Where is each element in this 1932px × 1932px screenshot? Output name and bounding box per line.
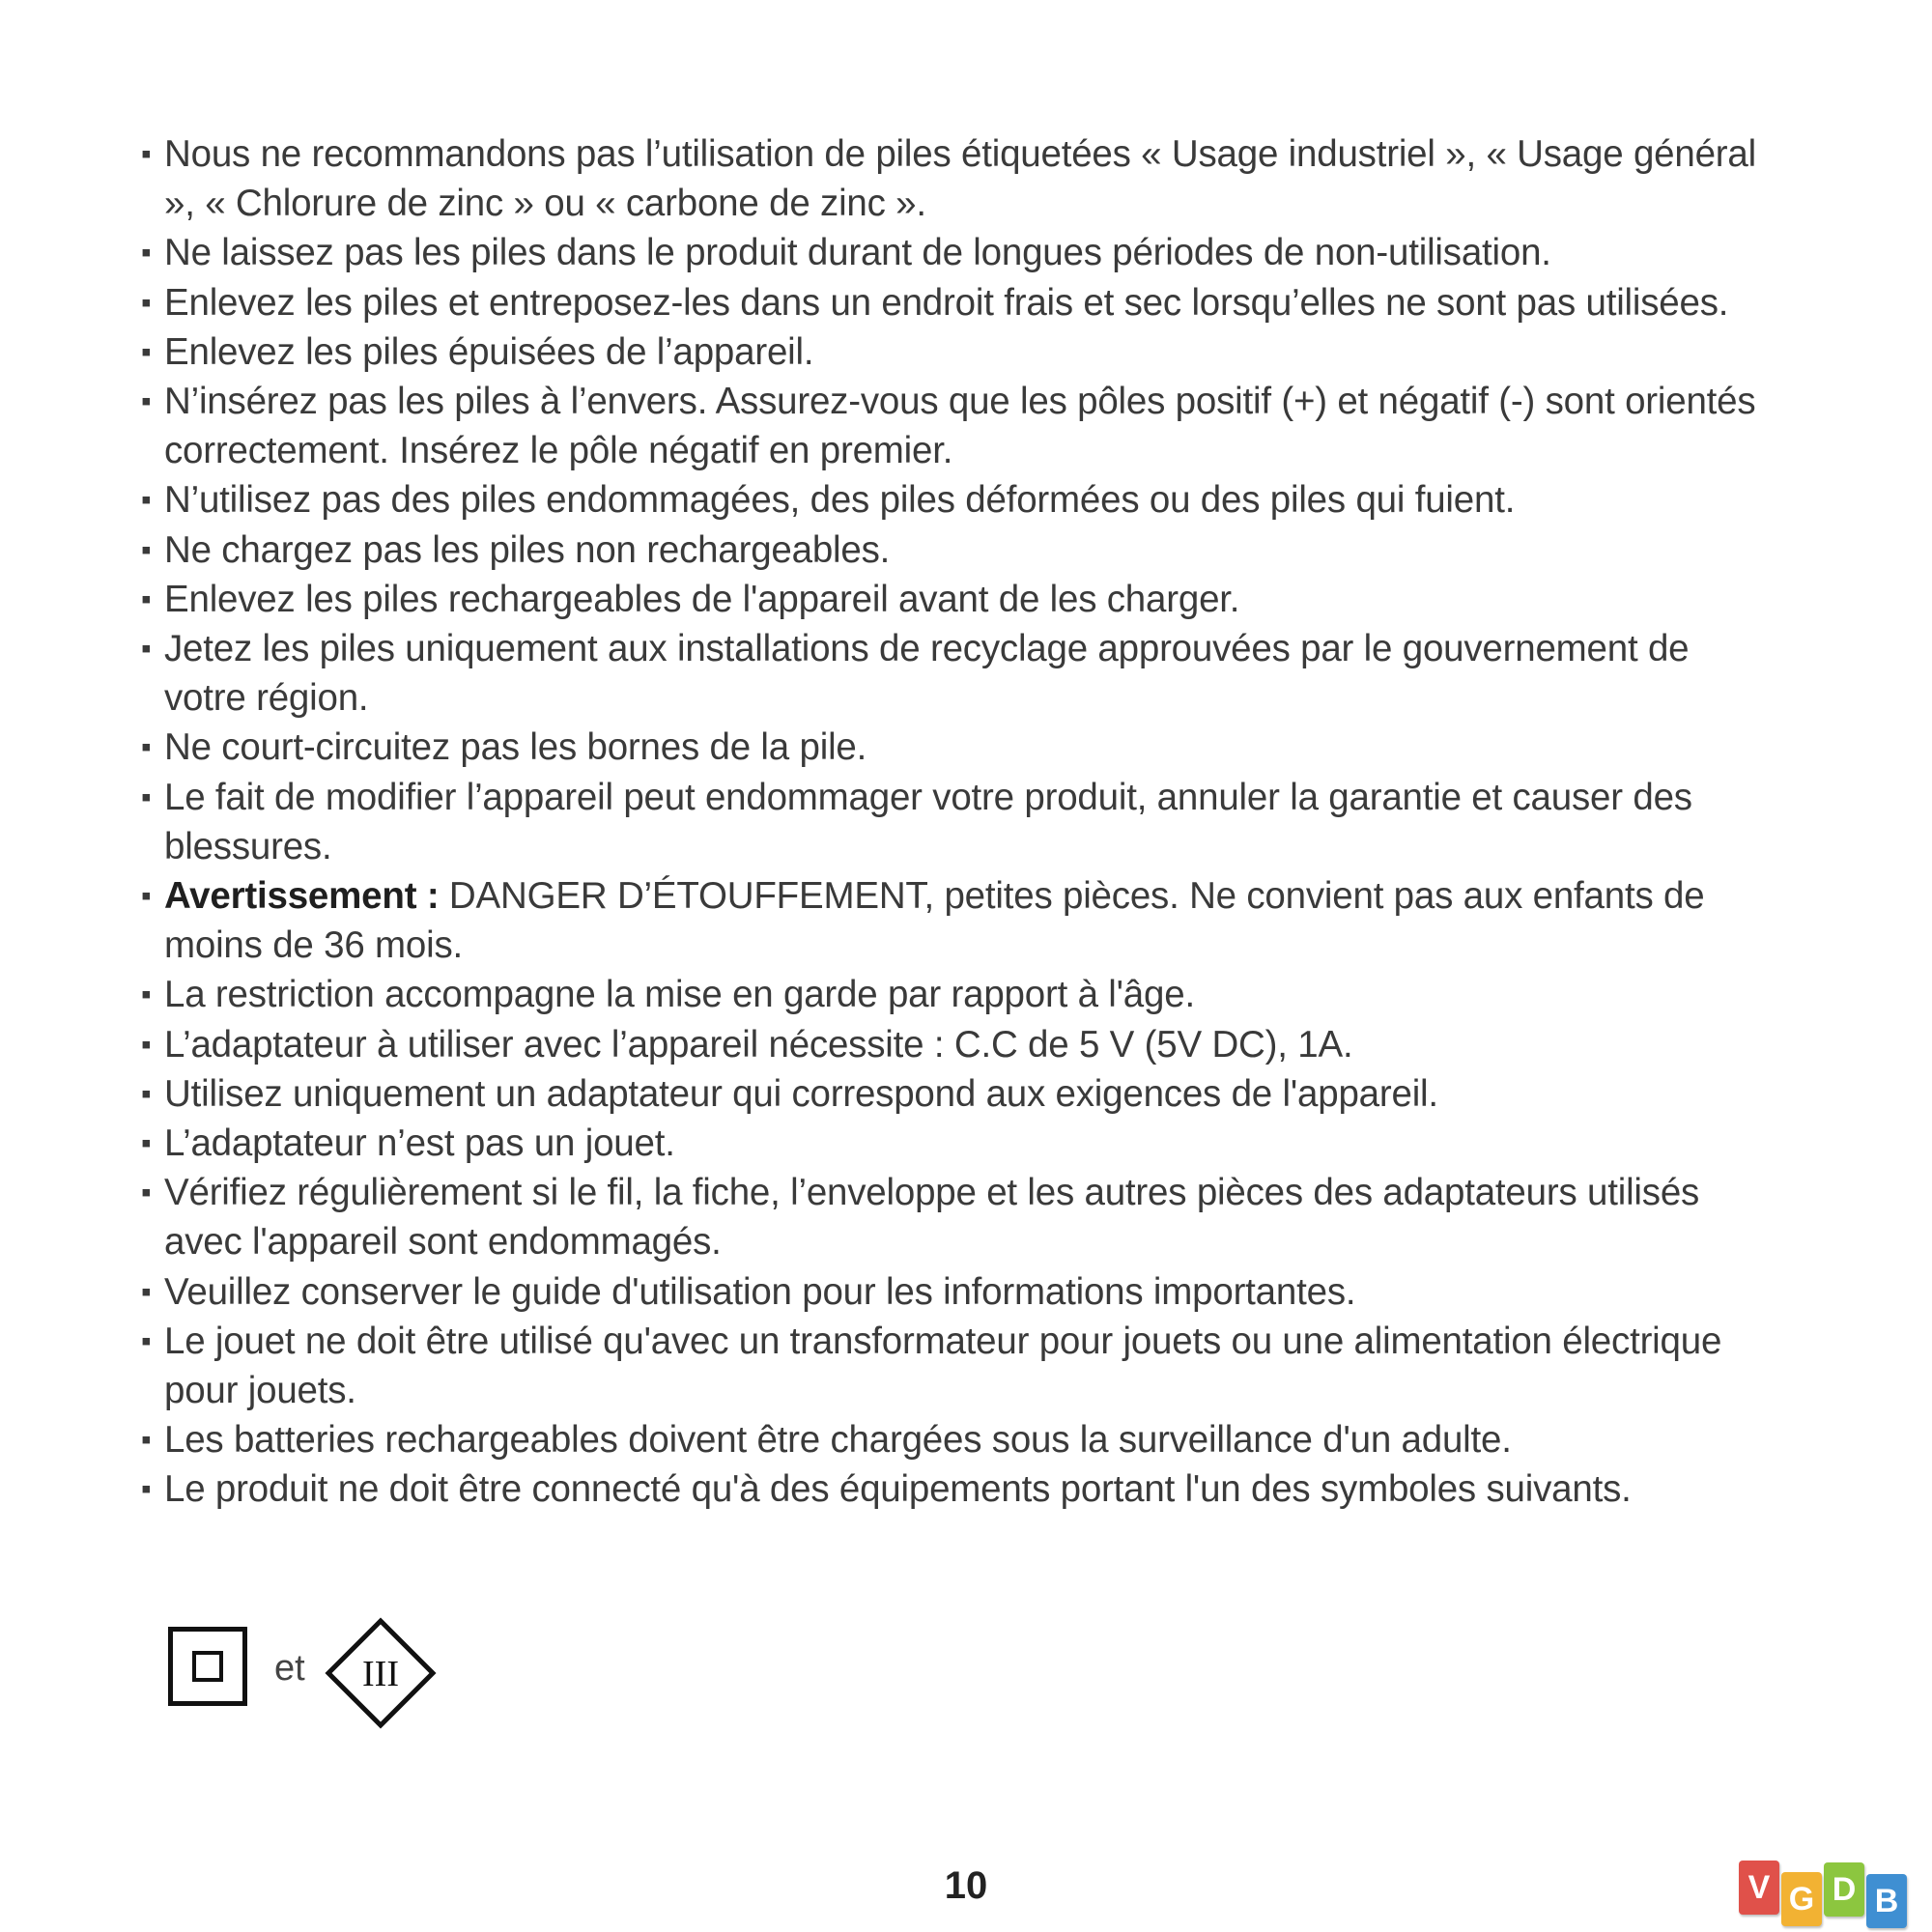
list-item: [141, 624, 1764, 723]
list-item: [141, 723, 1764, 772]
list-item: [141, 327, 1764, 377]
list-item: [141, 1317, 1764, 1415]
page-number: 10: [944, 1864, 988, 1907]
bullet-icon: ▪: [141, 286, 152, 319]
bullet-icon: ▪: [141, 1324, 152, 1357]
bullet-icon: ▪: [141, 533, 152, 566]
bullet-icon: ▪: [141, 633, 152, 666]
list-item: [141, 1168, 1764, 1266]
list-item: [141, 575, 1764, 624]
list-item-text: Les batteries rechargeables doivent être chargées sous la surveillance d'un adulte.: [164, 1419, 1512, 1462]
bullet-icon: ▪: [141, 781, 152, 813]
list-item-text: L’adaptateur n’est pas un jouet.: [164, 1122, 675, 1165]
bullet-icon: ▪: [141, 138, 152, 170]
list-item: [141, 129, 1764, 228]
list-item: [141, 871, 1764, 970]
list-item: [141, 475, 1764, 525]
list-item-text: Le produit ne doit être connecté qu'à des équipements portant l'un des symboles suivants.: [164, 1468, 1632, 1511]
logo-letter-tile: B: [1866, 1874, 1907, 1928]
list-item-text: Nous ne recommandons pas l’utilisation de piles étiquetées « Usage industriel », « Usage général », « Chlorure de zinc » ou « carbone de zinc ».: [164, 133, 1756, 225]
list-item-text: Jetez les piles uniquement aux installations de recyclage approuvées par le gouvernement de votre région.: [164, 628, 1690, 720]
warning-label: Avertissement :: [164, 875, 440, 918]
safety-symbols: [168, 1623, 458, 1719]
list-item-text: Veuillez conserver le guide d'utilisation pour les informations importantes.: [164, 1270, 1356, 1313]
list-item: [141, 773, 1764, 871]
logo-letter-tile: D: [1824, 1862, 1864, 1917]
vgdb-logo: [1739, 1855, 1932, 1928]
list-item: [141, 1020, 1764, 1069]
list-item-text: N’utilisez pas des piles endommagées, des piles déformées ou des piles qui fuient.: [164, 479, 1516, 522]
class-ii-double-square-icon: [168, 1627, 247, 1706]
list-item-text: Vérifiez régulièrement si le fil, la fiche, l’enveloppe et les autres pièces des adaptateurs utilisés avec l'appareil sont endommagés.: [164, 1172, 1700, 1264]
bullet-icon: ▪: [141, 731, 152, 764]
list-item-text: Le fait de modifier l’appareil peut endommager votre produit, annuler la garantie et causer des blessures.: [164, 776, 1692, 867]
list-item: [141, 970, 1764, 1019]
list-item-text: L’adaptateur à utiliser avec l’appareil nécessite : C.C de 5 V (5V DC), 1A.: [164, 1023, 1353, 1065]
list-item-text: Enlevez les piles épuisées de l’appareil.: [164, 330, 814, 373]
list-item-text: Le jouet ne doit être utilisé qu'avec un transformateur pour jouets ou une alimentation électrique pour jouets.: [164, 1320, 1722, 1412]
list-item: [141, 278, 1764, 327]
class-iii-diamond-icon: [325, 1617, 437, 1729]
list-item-text: DANGER D’ÉTOUFFEMENT, petites pièces. Ne convient pas aux enfants de moins de 36 mois.: [164, 875, 1705, 967]
list-item-text: Enlevez les piles et entreposez-les dans un endroit frais et sec lorsqu’elles ne sont pas utilisées.: [164, 281, 1729, 324]
bullet-icon: ▪: [141, 1473, 152, 1506]
bullet-icon: ▪: [141, 582, 152, 615]
list-item: [141, 1464, 1764, 1514]
safety-instructions-list: [141, 129, 1764, 1515]
list-item: [141, 1267, 1764, 1317]
bullet-icon: ▪: [141, 1077, 152, 1110]
list-item: [141, 1119, 1764, 1168]
logo-letter-tile: V: [1739, 1861, 1779, 1915]
bullet-icon: ▪: [141, 484, 152, 517]
bullet-icon: ▪: [141, 1177, 152, 1209]
list-item-text: Ne chargez pas les piles non rechargeables.: [164, 528, 891, 571]
list-item-text: Ne court-circuitez pas les bornes de la pile.: [164, 726, 867, 769]
list-item: [141, 1415, 1764, 1464]
bullet-icon: ▪: [141, 880, 152, 913]
bullet-icon: ▪: [141, 1275, 152, 1308]
bullet-icon: ▪: [141, 385, 152, 418]
bullet-icon: ▪: [141, 1028, 152, 1061]
list-item: [141, 1069, 1764, 1119]
bullet-icon: ▪: [141, 1424, 152, 1457]
list-item-text: Utilisez uniquement un adaptateur qui correspond aux exigences de l'appareil.: [164, 1072, 1438, 1115]
list-item-text: La restriction accompagne la mise en garde par rapport à l'âge.: [164, 974, 1195, 1016]
bullet-icon: ▪: [141, 335, 152, 368]
symbols-connector: et: [274, 1648, 305, 1689]
list-item-text: N’insérez pas les piles à l’envers. Assurez-vous que les pôles positif (+) et négatif (-) sont orientés correctement. Insérez le pôle négatif en premier.: [164, 381, 1756, 472]
bullet-icon: ▪: [141, 979, 152, 1011]
list-item-text: Ne laissez pas les piles dans le produit durant de longues périodes de non-utilisation.: [164, 232, 1551, 274]
bullet-icon: ▪: [141, 237, 152, 270]
list-item: [141, 228, 1764, 277]
logo-letter-tile: G: [1781, 1872, 1822, 1926]
diamond-label: III: [362, 1654, 399, 1694]
list-item: [141, 377, 1764, 475]
bullet-icon: ▪: [141, 1127, 152, 1160]
list-item: [141, 526, 1764, 575]
list-item-text: Enlevez les piles rechargeables de l'appareil avant de les charger.: [164, 578, 1240, 620]
